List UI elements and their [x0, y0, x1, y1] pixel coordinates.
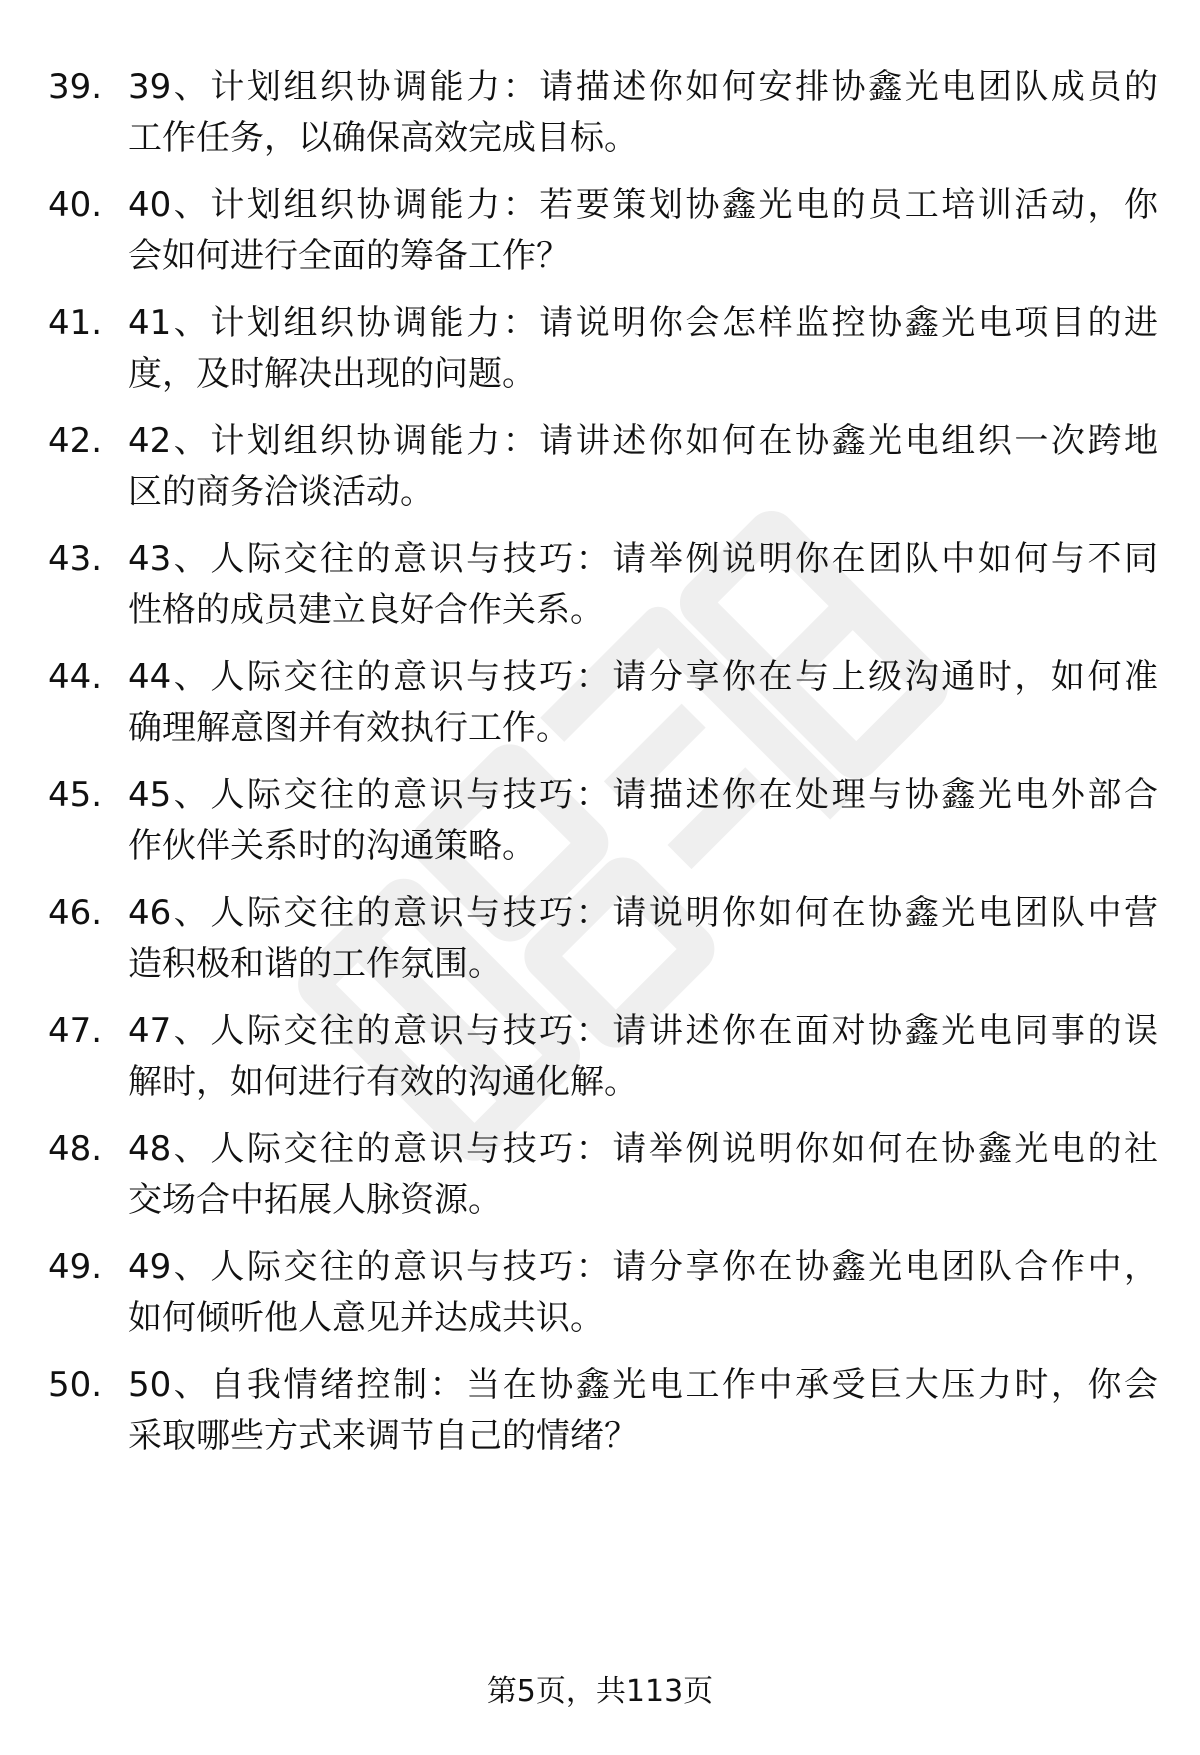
page-number-footer: 第5页，共113页	[486, 1674, 714, 1709]
question-text-line-1: 41、计划组织协调能力：请说明你会怎样监控协鑫光电项目的进	[128, 303, 1158, 343]
question-number: 44.	[48, 657, 103, 697]
question-text-line-1: 40、计划组织协调能力：若要策划协鑫光电的员工培训活动，你	[128, 185, 1158, 225]
question-text-line-2: 会如何进行全面的筹备工作？	[128, 236, 570, 276]
question-text-line-1: 47、人际交往的意识与技巧：请讲述你在面对协鑫光电同事的误	[128, 1011, 1158, 1051]
question-number: 43.	[48, 539, 103, 579]
question-item-40	[48, 178, 1158, 288]
question-number: 45.	[48, 775, 103, 815]
question-item-39	[48, 60, 1158, 170]
question-text-line-1: 48、人际交往的意识与技巧：请举例说明你如何在协鑫光电的社	[128, 1129, 1158, 1169]
question-number: 39.	[48, 67, 103, 107]
question-number: 50.	[48, 1365, 103, 1405]
question-item-50	[48, 1358, 1158, 1468]
question-item-43	[48, 532, 1158, 642]
question-text-line-2: 区的商务洽谈活动。	[128, 472, 434, 512]
question-text-line-1: 39、计划组织协调能力：请描述你如何安排协鑫光电团队成员的	[128, 67, 1158, 107]
question-text-line-2: 如何倾听他人意见并达成共识。	[128, 1298, 604, 1338]
question-text-line-2: 造积极和谐的工作氛围。	[128, 944, 502, 984]
question-item-46	[48, 886, 1158, 996]
question-item-49	[48, 1240, 1158, 1350]
question-text-line-1: 42、计划组织协调能力：请讲述你如何在协鑫光电组织一次跨地	[128, 421, 1158, 461]
question-text-line-2: 交场合中拓展人脉资源。	[128, 1180, 502, 1220]
question-number: 49.	[48, 1247, 103, 1287]
question-item-48	[48, 1122, 1158, 1232]
question-text-line-1: 45、人际交往的意识与技巧：请描述你在处理与协鑫光电外部合	[128, 775, 1158, 815]
question-item-41	[48, 296, 1158, 406]
question-text-line-2: 采取哪些方式来调节自己的情绪？	[128, 1416, 638, 1456]
question-text-line-1: 44、人际交往的意识与技巧：请分享你在与上级沟通时，如何准	[128, 657, 1158, 697]
question-text-line-2: 确理解意图并有效执行工作。	[128, 708, 570, 748]
question-item-47	[48, 1004, 1158, 1114]
question-text-line-2: 作伙伴关系时的沟通策略。	[128, 826, 536, 866]
question-number: 40.	[48, 185, 103, 225]
question-text-line-1: 50、自我情绪控制：当在协鑫光电工作中承受巨大压力时，你会	[128, 1365, 1158, 1405]
question-text-line-1: 43、人际交往的意识与技巧：请举例说明你在团队中如何与不同	[128, 539, 1158, 579]
question-item-42	[48, 414, 1158, 524]
question-number: 41.	[48, 303, 103, 343]
question-item-45	[48, 768, 1158, 878]
question-number: 47.	[48, 1011, 103, 1051]
question-text-line-1: 46、人际交往的意识与技巧：请说明你如何在协鑫光电团队中营	[128, 893, 1158, 933]
question-text-line-1: 49、人际交往的意识与技巧：请分享你在协鑫光电团队合作中，	[128, 1247, 1158, 1287]
question-text-line-2: 解时，如何进行有效的沟通化解。	[128, 1062, 638, 1102]
question-text-line-2: 性格的成员建立良好合作关系。	[128, 590, 604, 630]
question-text-line-2: 工作任务，以确保高效完成目标。	[128, 118, 638, 158]
question-text-line-2: 度，及时解决出现的问题。	[128, 354, 536, 394]
question-item-44	[48, 650, 1158, 760]
question-number: 46.	[48, 893, 103, 933]
question-number: 42.	[48, 421, 103, 461]
question-number: 48.	[48, 1129, 103, 1169]
